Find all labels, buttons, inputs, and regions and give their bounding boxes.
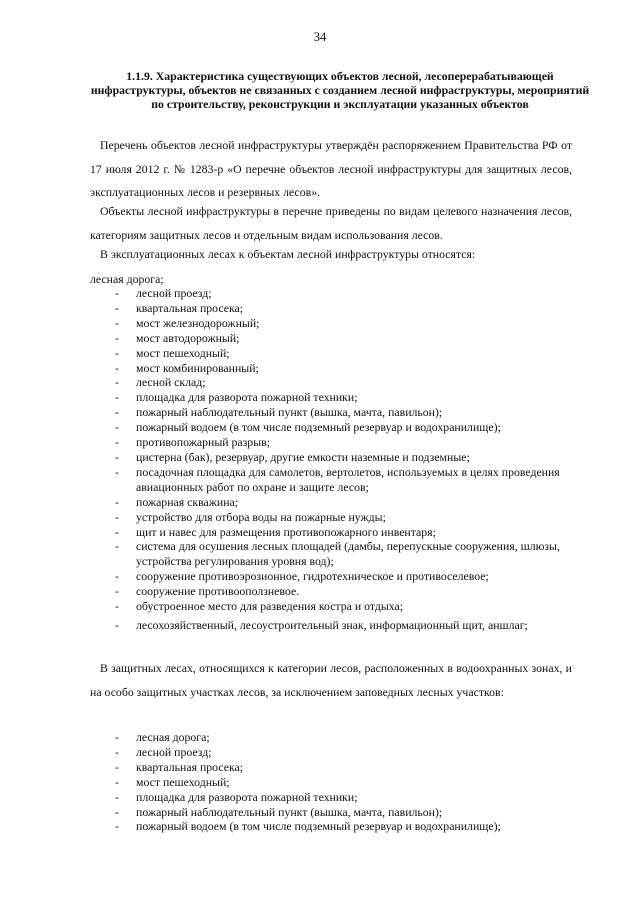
infrastructure-list-protective xyxy=(115,730,573,834)
list-item: - пожарный наблюдательный пункт (вышка, мачта, павильон); xyxy=(115,405,573,420)
list-item: - противопожарный разрыв; xyxy=(115,435,573,450)
list-item: - пожарный наблюдательный пункт (вышка, мачта, павильон); xyxy=(115,805,573,820)
list-item: - площадка для разворота пожарной техники; xyxy=(115,790,573,805)
list-item: - пожарный водоем (в том числе подземный резервуар и водохранилище); xyxy=(115,819,573,834)
list-item: - пожарный водоем (в том числе подземный резервуар и водохранилище); xyxy=(115,420,573,435)
list-item: - щит и навес для размещения противопожарного инвентаря; xyxy=(115,525,573,540)
list-item: - посадочная площадка для самолетов, вертолетов, используемых в целях проведения авиационных работ по охране и защите лесов; xyxy=(115,465,573,495)
list-item: - мост пешеходный; xyxy=(115,775,573,790)
list-item: - сооружение противооползневое. xyxy=(115,584,573,599)
list-item: - площадка для разворота пожарной техники; xyxy=(115,390,573,405)
list-item: - лесохозяйственный, лесоустроительный знак, информационный щит, аншлаг; xyxy=(115,613,573,637)
section-heading: 1.1.9. Характеристика существующих объектов лесной, лесоперерабатывающей инфраструктуры, объектов не связанных с созданием лесной инфраструктуры, мероприятий по строительству, реконструкции и эксплуатации указанных объектов xyxy=(90,69,590,111)
list-item: - сооружение противоэрозионное, гидротехническое и противоселевое; xyxy=(115,569,573,584)
paragraph-1: Перечень объектов лесной инфраструктуры утверждён распоряжением Правительства РФ от 17 июля 2012 г. № 1283-р «О перечне объектов лесной инфраструктуры для защитных лесов, эксплуатационных лесов и резервных лесов». xyxy=(90,138,572,199)
list-item: - квартальная просека; xyxy=(115,760,573,775)
list-item: - лесной проезд; xyxy=(115,286,573,301)
list-item: - устройство для отбора воды на пожарные нужды; xyxy=(115,510,573,525)
infrastructure-list-last-item xyxy=(115,613,573,637)
list-item: - квартальная просека; xyxy=(115,301,573,316)
list-item: - лесная дорога; xyxy=(115,730,573,745)
list-item: - мост автодорожный; xyxy=(115,331,573,346)
list-item: - мост пешеходный; xyxy=(115,346,573,361)
list-item: - мост комбинированный; xyxy=(115,361,573,376)
list-item: - лесной склад; xyxy=(115,375,573,390)
list-item: - обустроенное место для разведения костра и отдыха; xyxy=(115,599,573,614)
list-item: - пожарная скважина; xyxy=(115,495,573,510)
list-item: - мост железнодорожный; xyxy=(115,316,573,331)
paragraph-3: В эксплуатационных лесах к объектам лесной инфраструктуры относятся: xyxy=(100,247,476,261)
infrastructure-list-exploitation xyxy=(115,286,573,614)
page-number: 34 xyxy=(313,30,327,44)
paragraph-protective-forests: В защитных лесах, относящихся к категории лесов, расположенных в водоохранных зонах, и на особо защитных участках лесов, за исключением заповедных лесных участков: xyxy=(90,661,572,699)
list-item: - лесной проезд; xyxy=(115,745,573,760)
paragraph-2: Объекты лесной инфраструктуры в перечне приведены по видам целевого назначения лесов, категориям защитных лесов и отдельным видам использования лесов. xyxy=(90,204,572,242)
list-item: - система для осушения лесных площадей (дамбы, перепускные сооружения, шлюзы, устройства регулирования уровня вод); xyxy=(115,539,573,569)
list-item: - цистерна (бак), резервуар, другие емкости наземные и подземные; xyxy=(115,450,573,465)
list-intro: лесная дорога; xyxy=(90,272,164,286)
